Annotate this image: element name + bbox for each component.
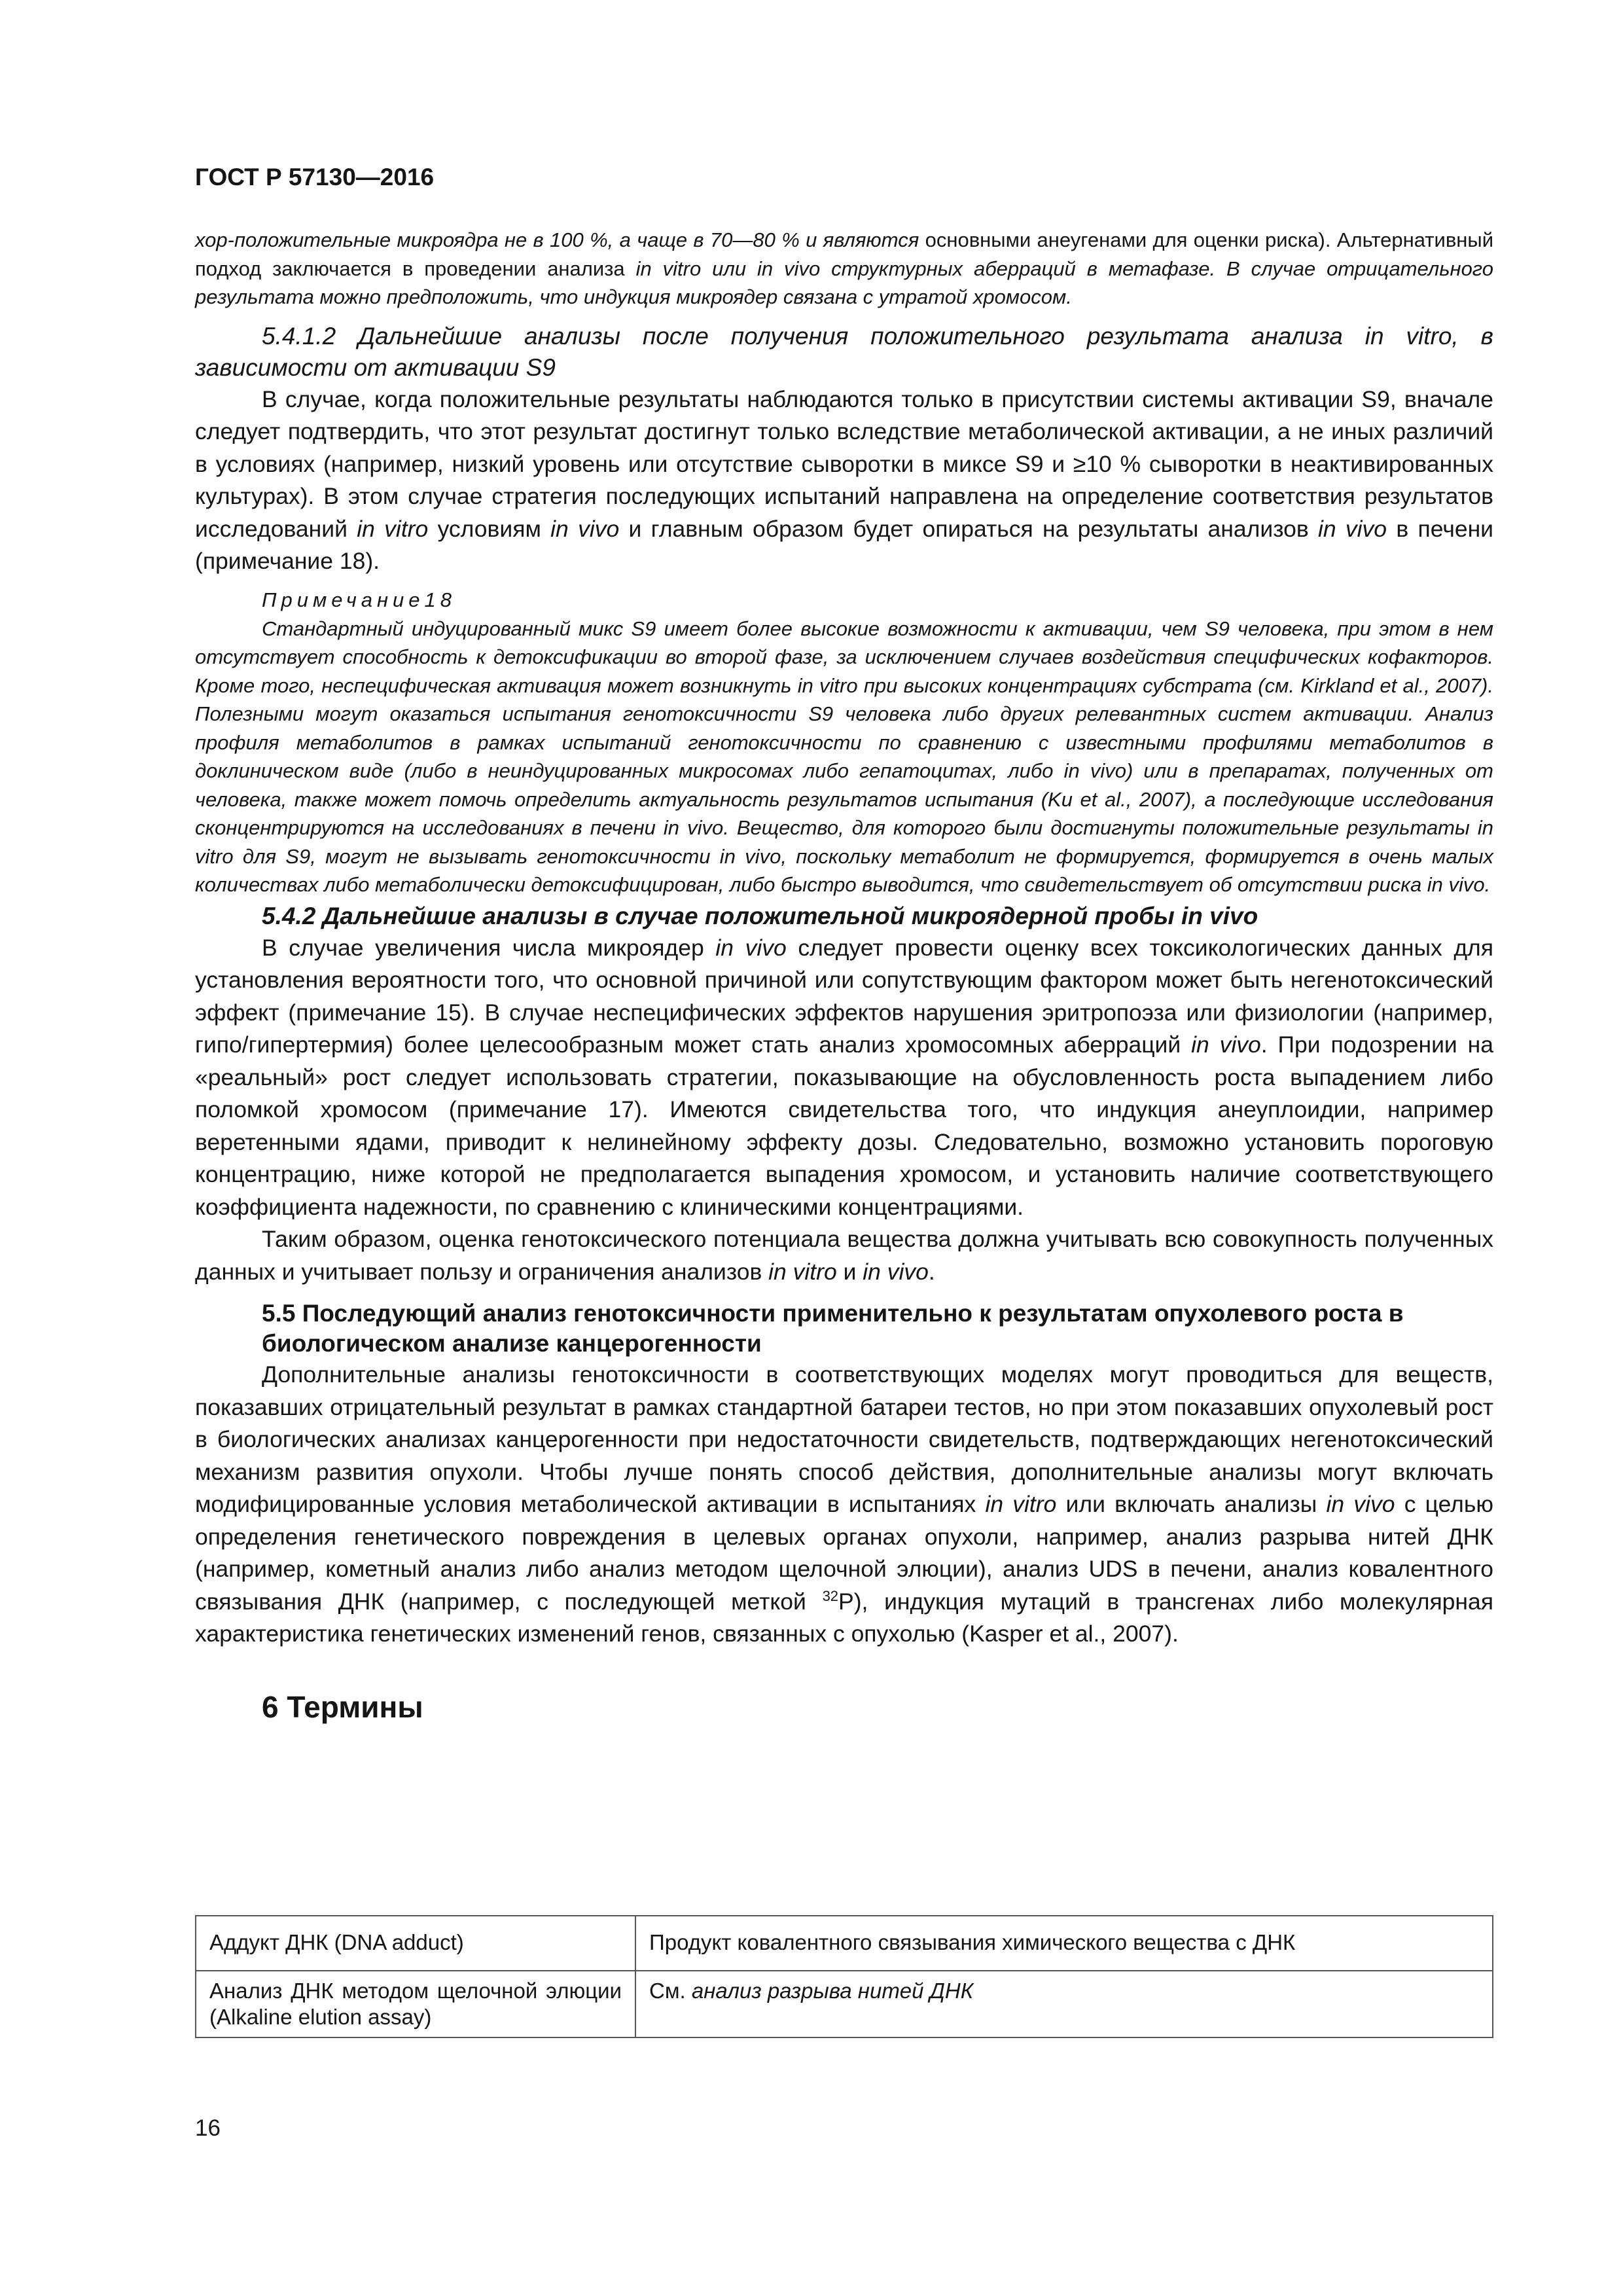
document-header: ГОСТ Р 57130—2016 <box>195 164 435 190</box>
table-row <box>196 1916 1493 1971</box>
note-18 <box>195 586 1493 899</box>
paragraph-s9-activation: В случае, когда положительные результаты наблюдаются только в присутствии системы активации S9, вначале следует подтвердить, что этот результат достигнут только вследствие метаболической активации, а не иных различий в условиях (например, низкий уровень или отсутствие сыворотки в миксе S9 и ≥10 % сыворотки в неактивированных культурах). В этом случае стратегия последующих испытаний направлена на определение соответствия результатов исследований in vitro условиям in vivo и главным образом будет опираться на результаты анализов in vivo в печени (примечание 18). <box>195 386 1493 574</box>
section-title-terms: 6 Термины <box>262 1689 423 1724</box>
note-title: Примечание18 <box>262 588 457 611</box>
subsection-heading-5-4-1-2: 5.4.1.2 Дальнейшие анализы после получения положительного результата анализа in vitro, в зависимости от активации S9 <box>195 322 1493 381</box>
subsection-heading-5-4-2: 5.4.2 Дальнейшие анализы в случае положительной микроядерной пробы in vivo <box>262 902 1258 929</box>
table-row <box>196 1971 1493 2037</box>
term-cell: Анализ ДНК методом щелочной элюции (Alkaline elution assay) <box>196 1971 635 2037</box>
subsection-heading-5-5: 5.5 Последующий анализ генотоксичности применительно к результатам опухолевого роста в биологическом анализе канцерогенности <box>262 1300 1404 1357</box>
term-cell: Аддукт ДНК (DNA adduct) <box>196 1916 635 1971</box>
paragraph-conclusion: Таким образом, оценка генотоксического потенциала вещества должна учитывать всю совокупность полученных данных и учитывает пользу и ограничения анализов in vitro и in vivo. <box>195 1226 1493 1285</box>
paragraph-tumor-analysis: Дополнительные анализы генотоксичности в соответствующих моделях могут проводиться для веществ, показавших отрицательный результат в рамках стандартной батареи тестов, но при этом показавших опухолевый рост в биологических анализах канцерогенности при недостаточности свидетельств, подтверждающих негенотоксический механизм развития опухоли. Чтобы лучше понять способ действия, дополнительные анализы могут включать модифицированные условия метаболической активации в испытаниях in vitro или включать анализы in vivo с целью определения генетического повреждения в целевых органах опухоли, например, анализ разрыва нитей ДНК (например, кометный анализ либо анализ методом щелочной элюции), анализ UDS в печени, анализ ковалентного связывания ДНК (например, с последующей меткой $^{32}$P), индукция мутаций в трансгенах либо молекулярная характеристика генетических изменений генов, связанных с опухолью (Kasper et al., 2007). <box>195 1361 1493 1647</box>
page-number: 16 <box>195 2115 221 2141</box>
paragraph-micronucleus: В случае увеличения числа микроядер in vivo следует провести оценку всех токсикологических данных для установления вероятности того, что основной причиной или сопутствующим фактором может быть негенотоксический эффект (примечание 15). В случае неспецифических эффектов нарушения эритропоэза или физиологии (например, гипо/гипертермия) более целесообразным может стать анализ хромосомных аберраций in vivo. При подозрении на «реальный» рост следует использовать стратегии, показывающие на обусловленность роста выпадением либо поломкой хромосом (примечание 17). Имеются свидетельства того, что индукция анеуплоидии, например веретенными ядами, приводит к нелинейному эффекту дозы. Следовательно, возможно установить пороговую концентрацию, ниже которой не предполагается выпадения хромосом, и установить наличие соответствующего коэффициента надежности, по сравнению с клиническими концентрациями. <box>195 934 1493 1220</box>
paragraph-intro: хор-положительные микроядра не в 100 %, а чаще в 70—80 % и являются основными анеугенами для оценки риска). Альтернативный подход заключается в проведении анализа in vitro или in vivo структурных аберраций в метафазе. В случае отрицательного результата можно предположить, что индукция микроядер связана с утратой хромосом. <box>195 228 1494 308</box>
page-body <box>195 226 1493 1725</box>
terms-table <box>195 1915 1493 2038</box>
definition-cell: Продукт ковалентного связывания химического вещества с ДНК <box>635 1916 1493 1971</box>
definition-cell: См. анализ разрыва нитей ДНК <box>635 1971 1493 2037</box>
note-text: Стандартный индуцированный микс S9 имеет более высокие возможности к активации, чем S9 человека, при этом в нем отсутствует способность к детоксификации во второй фазе, за исключением случаев воздействия специфических кофакторов. Кроме того, неспецифическая активация может возникнуть in vitro при высоких концентрациях субстрата (см. Kirkland et al., 2007). Полезными могут оказаться испытания генотоксичности S9 человека либо других релевантных систем активации. Анализ профиля метаболитов в рамках испытаний генотоксичности по сравнению с известными профилями метаболитов в доклиническом виде (либо в неиндуцированных микросомах либо гепатоцитах, либо in vivo) или в препаратах, полученных от человека, также может помочь определить актуальность результатов испытания (Ku et al., 2007), а последующие исследования сконцентрируются на исследованиях в печени in vivo. Вещество, для которого были достигнуты положительные результаты in vitro для S9, могут не вызывать генотоксичности in vivo, поскольку метаболит не формируется, формируется в очень малых количествах либо метаболически детоксифицирован, либо быстро выводится, что свидетельствует об отсутствии риска in vivo. <box>195 617 1493 896</box>
